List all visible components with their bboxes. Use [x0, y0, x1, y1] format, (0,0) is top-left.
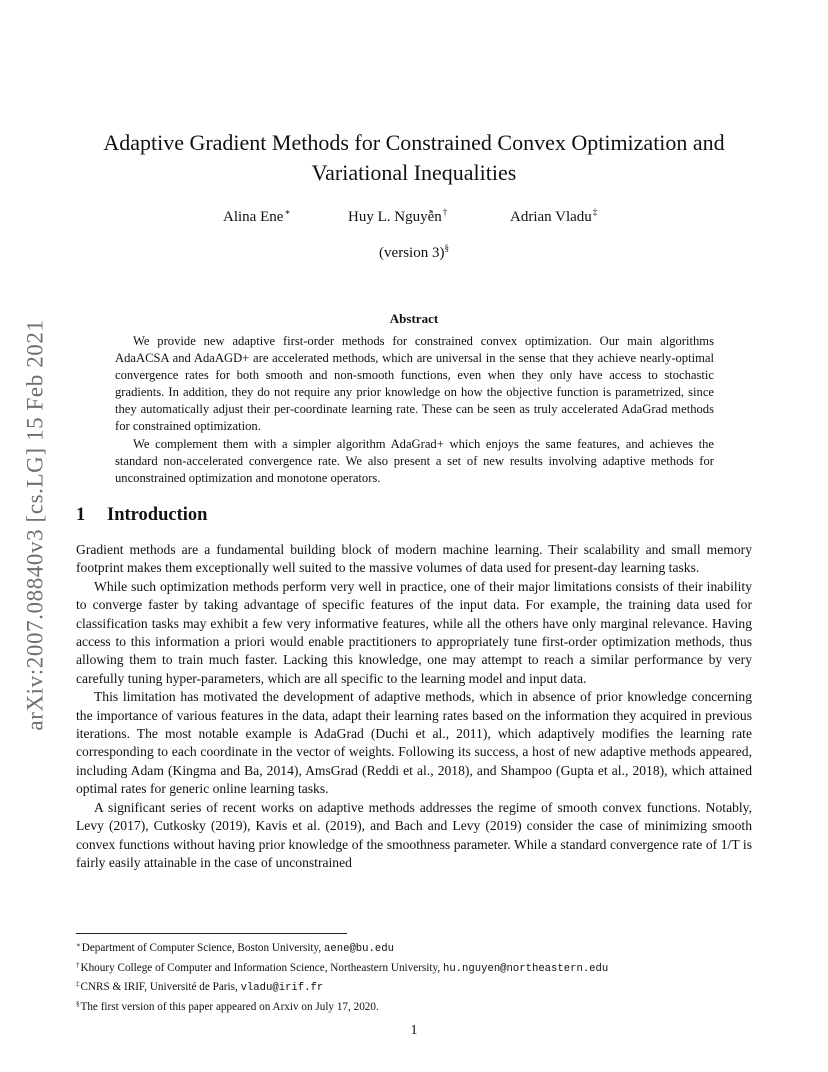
body-paragraph: While such optimization methods perform very well in practice, one of their major limitations consists of their inability to converge faster by taking advantage of specific features of the input data. For example, the training data used for classification tasks may exhibit a few very informative features, while all the others have only marginal relevance. Having access to this information a priori would enable practitioners to appropriately tune first-order optimization methods, thus allowing them to train much faster. Lacking this knowledge, one may attempt to reach a similar performance by very carefully tuning hyper-parameters, which are all specific to the learning model and input data. [76, 578, 752, 686]
email-address: vladu@irif.fr [240, 982, 324, 995]
footnote-divider [76, 933, 347, 934]
author-footnote-mark: ‡ [592, 207, 598, 217]
email-address: hu.nguyen@northeastern.edu [442, 962, 609, 975]
arxiv-identifier-text: arXiv:2007.08840v3 [cs.LG] 15 Feb 2021 [23, 319, 49, 731]
page-number: 1 [410, 1023, 418, 1038]
footnote-text: Khoury College of Computer and Information Science, Northeastern University, [80, 961, 443, 974]
body-paragraph: Gradient methods are a fundamental building block of modern machine learning. Their scalability and small memory footprint makes them exceptionally well suited to the massive volumes of data used for present-day learning tasks. [76, 542, 752, 576]
author-name: Adrian Vladu [510, 209, 592, 225]
abstract-heading: Abstract [389, 311, 439, 326]
author-footnote-mark: † [442, 207, 448, 217]
abstract-paragraph: We complement them with a simpler algorithm AdaGrad+ which enjoys the same features, and achieves the standard non-accelerated convergence rate. We also present a set of new results involving adaptive methods for unconstrained optimization and monotone operators. [115, 436, 714, 485]
footnote-mark: ‡ [76, 980, 80, 989]
abstract-paragraph: We provide new adaptive first-order methods for constrained convex optimization. Our main algorithms AdaACSA and AdaAGD+ are accelerated methods, which are universal in the sense that they achieve nearly-optimal convergence rates for both smooth and non-smooth functions, even when they only have access to stochastic gradients. In addition, they do not require any prior knowledge on how the objective function is parametrized, since they automatically adjust their per-coordinate learning rate. These can be seen as truly accelerated AdaGrad methods for constrained optimization. [115, 334, 714, 434]
paper-title: Adaptive Gradient Methods for Constrained Convex Optimization and Variational Inequalities [103, 130, 725, 185]
arxiv-identifier-stamp [20, 290, 52, 760]
author-3 [510, 207, 597, 226]
footnote-mark: § [76, 999, 80, 1008]
footnote [76, 977, 756, 997]
body-paragraph: A significant series of recent works on adaptive methods addresses the regime of smooth convex functions. Notably, Levy (2017), Cutkosky (2019), Kavis et al. (2019), and Bach and Levy (2019) consider the case of minimizing smooth convex functions without having prior knowledge of the smoothness parameter. While a standard convergence rate of 1/T is fairly easily attainable in the case of unconstrained [76, 799, 752, 870]
author-2 [348, 207, 447, 226]
version-text: (version 3) [379, 245, 445, 261]
footnotes [76, 938, 756, 1015]
section-heading-introduction [76, 505, 207, 526]
footnote-mark: ∗ [76, 941, 81, 949]
author-1 [223, 207, 291, 226]
author-list [0, 207, 828, 227]
author-footnote-mark: ∗ [284, 207, 291, 217]
author-name: Alina Ene [223, 209, 284, 225]
footnote-text: CNRS & IRIF, Université de Paris, [80, 981, 241, 994]
footnote-mark: † [76, 960, 80, 969]
body-paragraph: This limitation has motivated the development of adaptive methods, which in absence of prior knowledge concerning the importance of various features in the data, adapt their learning rates based on the information they acquired in previous iterations. The most notable example is AdaGrad (Duchi et al., 2011), which adaptively modifies the learning rate corresponding to each coordinate in the vector of weights. Following its success, a host of new adaptive methods appeared, including Adam (Kingma and Ba, 2014), AmsGrad (Reddi et al., 2018), and Shampoo (Gupta et al., 2018), which attained optimal rates for generic online learning tasks. [76, 689, 752, 797]
section-title: Introduction [107, 505, 208, 525]
author-name: Huy L. Nguyễn [348, 209, 442, 225]
version-footnote-mark: § [444, 243, 449, 253]
abstract-body [115, 333, 714, 487]
footnote [76, 997, 756, 1016]
footnote [76, 958, 756, 978]
footnote-text: Department of Computer Science, Boston University, [81, 942, 325, 954]
introduction-body [76, 541, 752, 872]
footnote [76, 938, 756, 958]
footnote-text: The first version of this paper appeared on Arxiv on July 17, 2020. [80, 1000, 379, 1013]
email-address: aene@bu.edu [324, 943, 394, 955]
section-number: 1 [76, 505, 86, 525]
version-note [0, 243, 828, 262]
